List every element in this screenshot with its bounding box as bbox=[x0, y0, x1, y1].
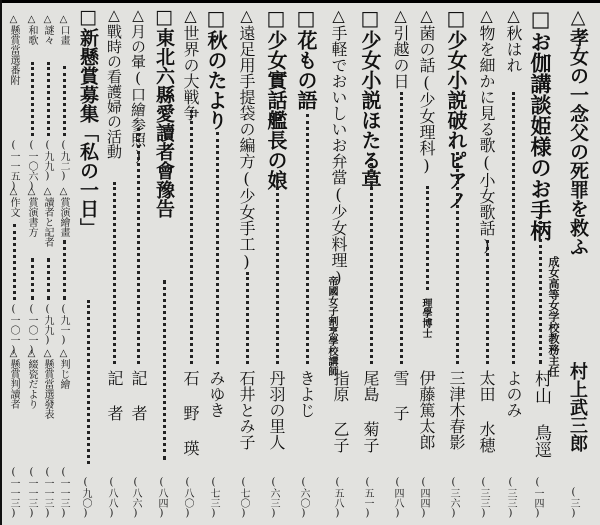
toc-page-13: (八〇) bbox=[182, 477, 193, 519]
page-left-edge bbox=[0, 0, 2, 525]
toc-page-5: (四四) bbox=[418, 477, 429, 519]
toc-title-0: △孝女の一念父の死罪を救ふ bbox=[567, 6, 589, 256]
toc-title-3: △物を細かに見る歌(小女歌話) bbox=[477, 6, 496, 255]
page-top-edge bbox=[0, 0, 600, 3]
toc-page-0: (三) bbox=[568, 487, 579, 519]
toc-note-8: 帝國女子割烹學校講師 bbox=[326, 276, 337, 376]
toc-leader-13 bbox=[190, 110, 193, 364]
toc-page-26: (九九) bbox=[42, 140, 53, 182]
toc-page-17: (九〇) bbox=[80, 477, 91, 519]
toc-title-17: □新懸賞募集「私の一日」 bbox=[77, 6, 99, 237]
toc-leader-5 bbox=[426, 186, 429, 290]
toc-title-23: △判じ繪 bbox=[58, 348, 69, 389]
toc-title-15: △月の暈(口繪参照) bbox=[129, 6, 147, 165]
toc-leader-2 bbox=[512, 92, 515, 364]
toc-page-11: (七〇) bbox=[238, 477, 249, 519]
toc-leader-16 bbox=[113, 182, 116, 364]
toc-leader-11 bbox=[246, 272, 249, 364]
toc-title-27: △和歌 bbox=[26, 14, 37, 45]
toc-page-2: (三三) bbox=[505, 477, 516, 519]
toc-title-7: □少女小説ほたる草 bbox=[358, 6, 382, 190]
toc-title-16: △戰時の看護婦の活動 bbox=[105, 6, 123, 159]
toc-note-5: 理學博士 bbox=[420, 298, 431, 338]
toc-leader-27 bbox=[31, 62, 34, 136]
toc-leader-26 bbox=[47, 62, 50, 136]
toc-title-24: △懸賞當選發表 bbox=[42, 348, 53, 419]
toc-page-9: (六〇) bbox=[298, 477, 309, 519]
toc-page-7: (五一) bbox=[362, 477, 373, 519]
toc-leader-17 bbox=[87, 300, 90, 464]
toc-title-5: △菌の話(少女理科) bbox=[417, 6, 436, 175]
toc-author-10: 丹羽の里人 bbox=[267, 370, 286, 450]
toc-page-24: (一一三) bbox=[42, 467, 53, 519]
toc-leader-20 bbox=[47, 258, 50, 300]
toc-page-15: (八六) bbox=[130, 477, 141, 519]
toc-page-21: (一〇一) bbox=[26, 304, 37, 356]
toc-page-27: (一〇六) bbox=[26, 140, 37, 192]
toc-page-16: (八八) bbox=[106, 477, 117, 519]
toc-page-14: (八四) bbox=[156, 477, 167, 519]
toc-leader-19 bbox=[63, 240, 66, 300]
toc-title-13: △世界の大戦争 bbox=[181, 6, 200, 121]
toc-author-13: 石 野 瑛 bbox=[181, 370, 200, 456]
toc-title-12: □秋のたより bbox=[204, 6, 228, 130]
toc-leader-14 bbox=[163, 280, 166, 460]
toc-page-6: (四八) bbox=[392, 477, 403, 519]
toc-title-26: △謎々 bbox=[42, 14, 53, 45]
toc-title-4: □少女小説破れピアノ bbox=[444, 6, 468, 210]
toc-title-22: △作文 bbox=[8, 186, 19, 217]
toc-author-3: 太田 水穂 bbox=[477, 370, 496, 453]
toc-title-18: △口畫 bbox=[58, 14, 69, 45]
toc-title-25: △綴瓷だより bbox=[26, 348, 37, 409]
toc-title-20: △讀者と記者 bbox=[42, 186, 53, 247]
toc-author-0: 村上武三郎 bbox=[567, 362, 588, 452]
toc-leader-7 bbox=[370, 158, 373, 364]
toc-title-29: △懸賞當選番附 bbox=[8, 14, 19, 85]
toc-page-20: (九九) bbox=[42, 304, 53, 346]
toc-page-23: (一一三) bbox=[58, 467, 69, 519]
toc-page-25: (一一三) bbox=[26, 467, 37, 519]
toc-title-19: △賞演繪畫 bbox=[58, 186, 69, 237]
toc-page-29: (一一五) bbox=[8, 140, 19, 192]
toc-author-6: 雪 子 bbox=[391, 370, 410, 421]
toc-title-8: △手軽でおいしいお弁當(少女料理) bbox=[329, 6, 348, 287]
toc-page-10: (六三) bbox=[268, 477, 279, 519]
toc-page-3: (三三) bbox=[478, 477, 489, 519]
toc-page-18: (九二) bbox=[58, 140, 69, 182]
toc-author-1: 村山 鳥逕 bbox=[531, 370, 551, 458]
toc-leader-6 bbox=[400, 92, 403, 364]
toc-leader-18 bbox=[63, 66, 66, 136]
toc-leader-15 bbox=[137, 128, 140, 364]
toc-page-12: (七三) bbox=[208, 477, 219, 519]
toc-page-19: (九一) bbox=[58, 304, 69, 346]
toc-author-8: 指原 乙子 bbox=[331, 370, 350, 453]
toc-leader-1 bbox=[539, 214, 542, 364]
toc-leader-4 bbox=[456, 152, 459, 364]
toc-note-0: 成女高等女学校教務主任 bbox=[547, 256, 560, 377]
toc-leader-9 bbox=[306, 114, 309, 364]
toc-title-14: □東北六縣愛讀者會豫告 bbox=[153, 6, 175, 218]
toc-author-7: 尾島 菊子 bbox=[361, 370, 380, 453]
toc-title-2: △秋はれ bbox=[504, 6, 523, 73]
toc-title-9: □花もの語 bbox=[294, 6, 318, 110]
toc-author-2: よのみ bbox=[504, 370, 523, 418]
toc-author-12: みゆき bbox=[207, 370, 226, 418]
toc-leader-21 bbox=[31, 258, 34, 300]
toc-page-8: (五八) bbox=[332, 477, 343, 519]
toc-page-1: (一四) bbox=[532, 477, 543, 519]
toc-author-9: きよじ bbox=[297, 370, 316, 418]
toc-title-21: △賞演書方 bbox=[26, 186, 37, 237]
toc-author-15: 記 者 bbox=[129, 370, 148, 421]
toc-title-1: □お伽講談姫様のお手柄 bbox=[528, 6, 553, 241]
toc-leader-12 bbox=[216, 132, 219, 364]
toc-title-10: □少女實話艦長の娘 bbox=[264, 6, 288, 190]
toc-author-11: 石井とみ子 bbox=[237, 370, 256, 450]
toc-title-28: △懸賞判讀者 bbox=[8, 348, 19, 409]
toc-leader-3 bbox=[486, 240, 489, 364]
toc-title-11: △遠足用手提袋の編方(少女手工) bbox=[237, 6, 256, 271]
toc-author-4: 三津木春影 bbox=[447, 370, 466, 450]
toc-page-22: (一〇一) bbox=[8, 304, 19, 356]
toc-leader-22 bbox=[13, 224, 16, 300]
toc-page-4: (三六) bbox=[448, 477, 459, 519]
toc-title-6: △引越の日 bbox=[391, 6, 410, 89]
toc-leader-10 bbox=[276, 180, 279, 364]
toc-author-5: 伊藤篤太郎 bbox=[417, 370, 436, 450]
toc-author-16: 記 者 bbox=[105, 370, 124, 421]
toc-page-28: (一一三) bbox=[8, 467, 19, 519]
